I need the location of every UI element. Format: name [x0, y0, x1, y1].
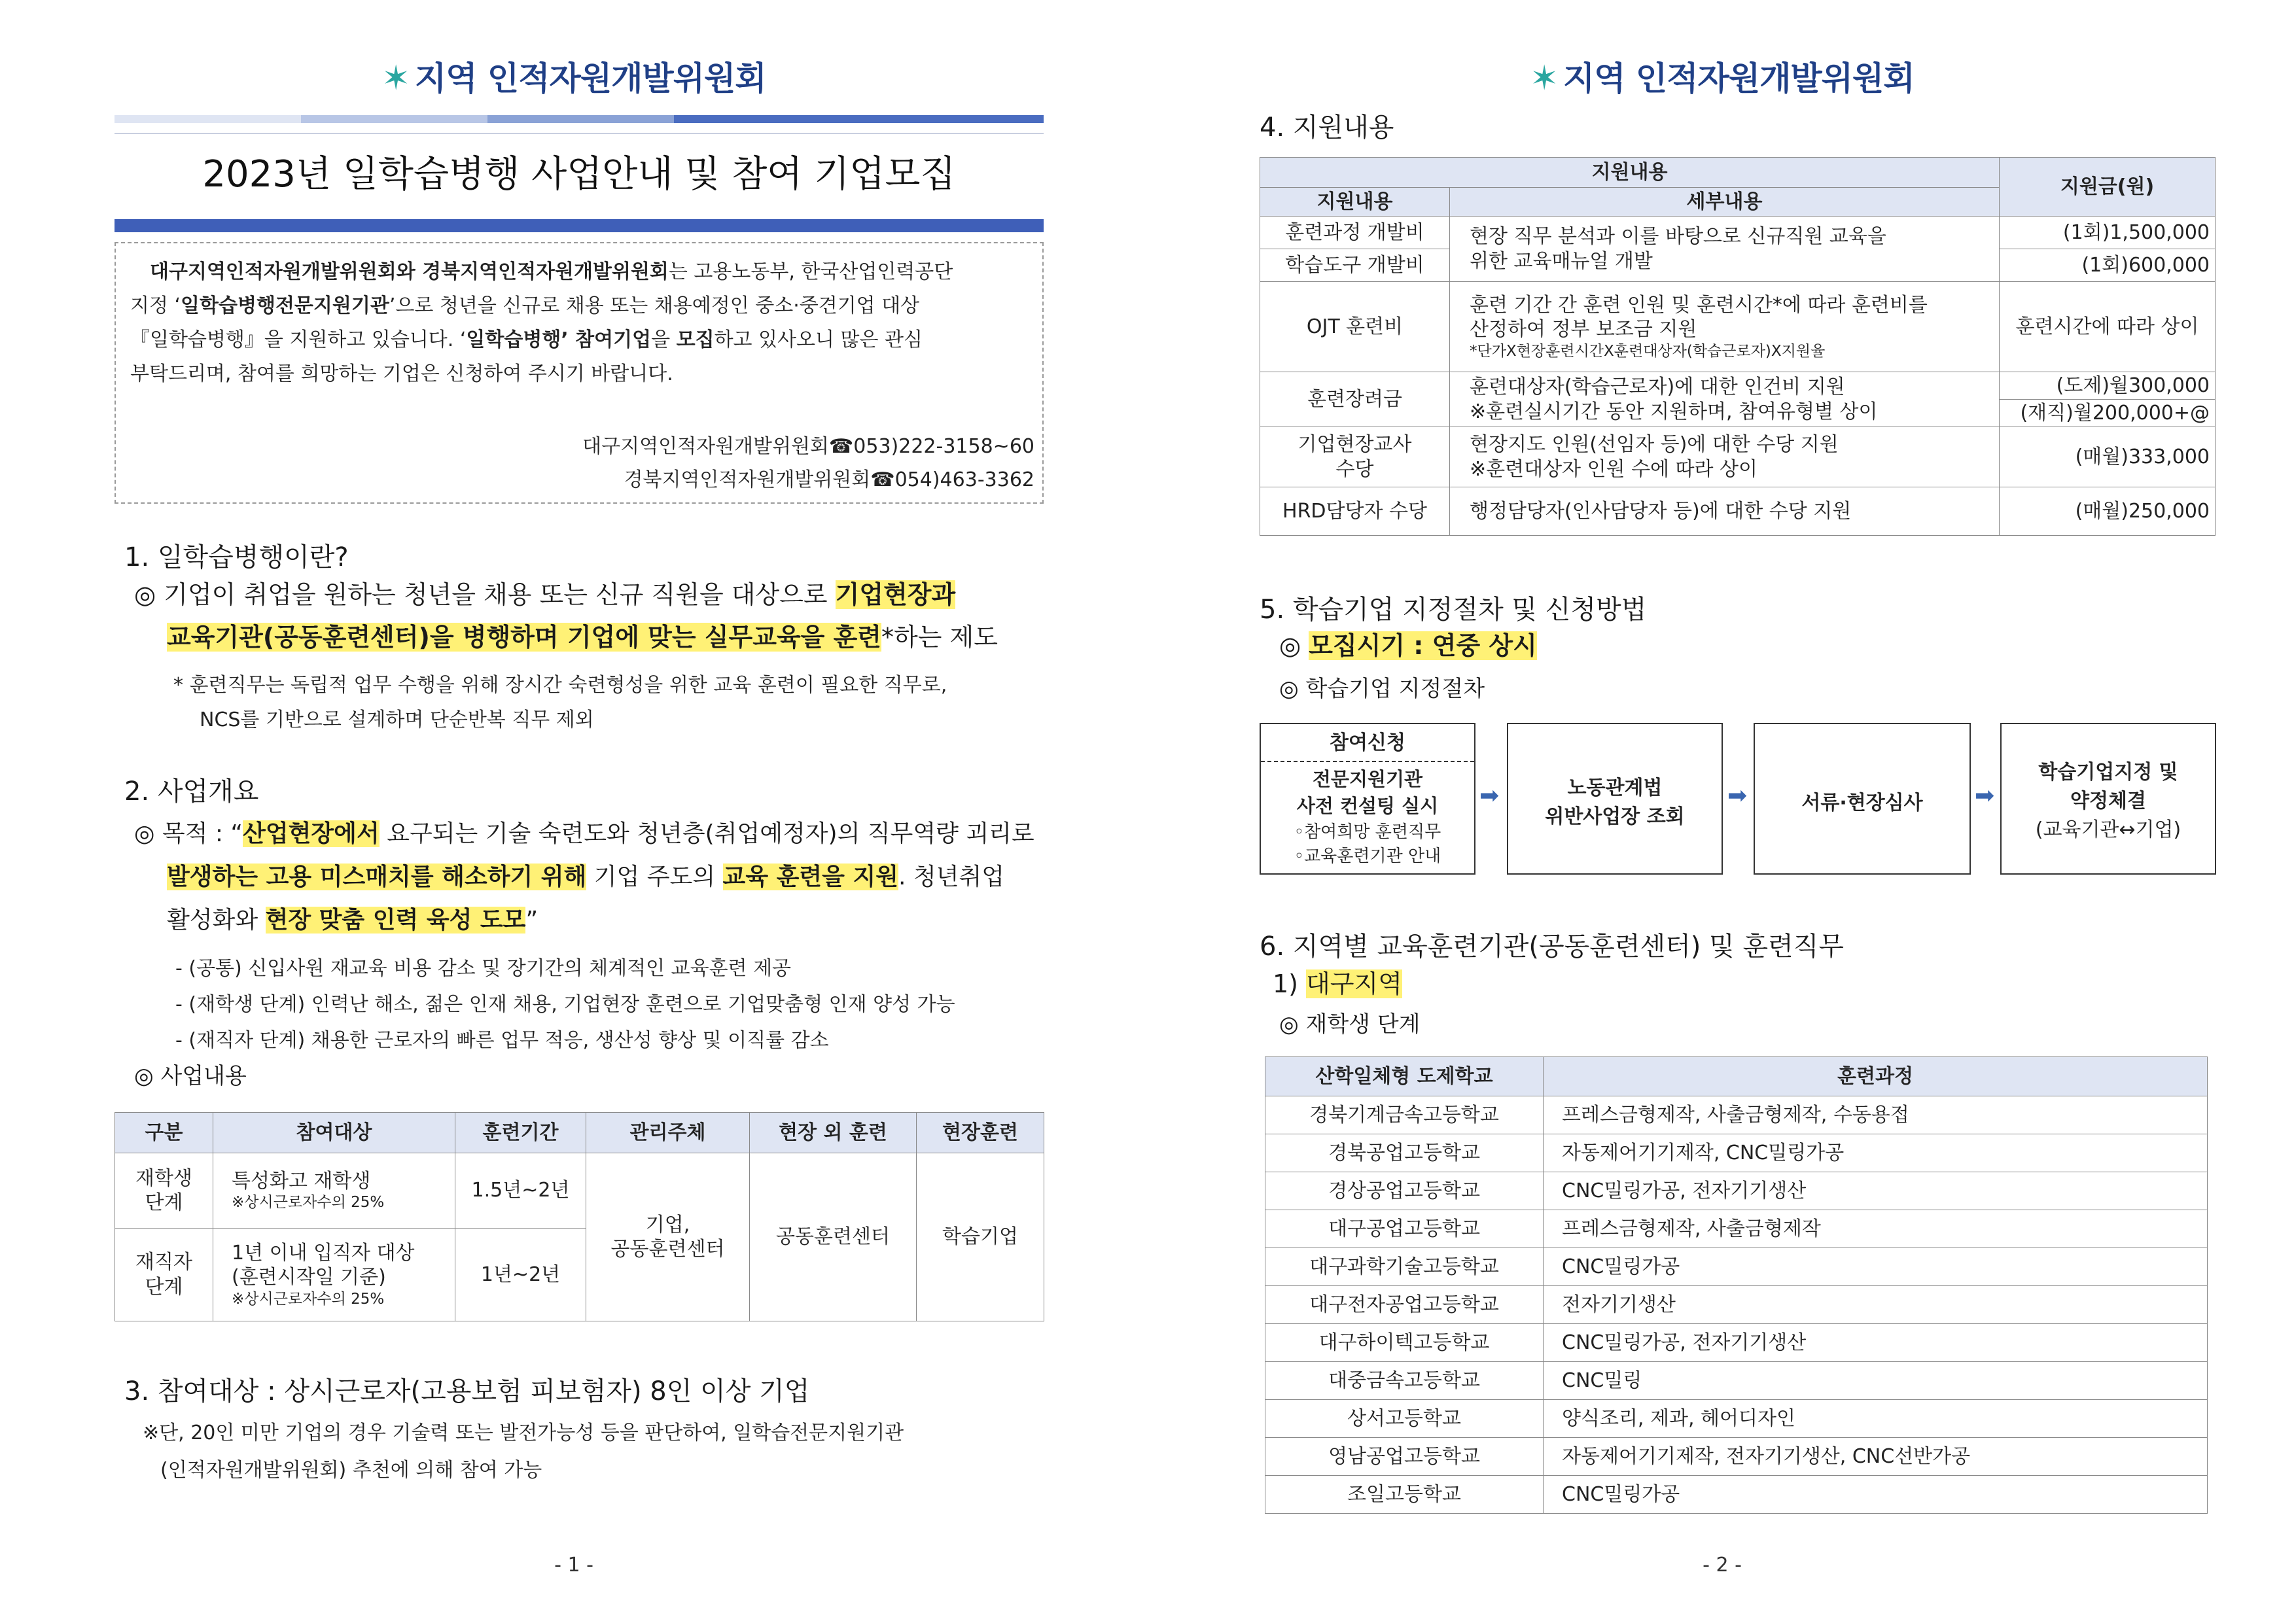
- title-bar-top-2: [301, 115, 487, 123]
- col-header-course: 훈련과정: [1544, 1057, 2208, 1096]
- training-course-cell: 프레스금형제작, 사출금형제작, 수동용접: [1544, 1096, 2208, 1134]
- training-course-cell: 양식조리, 제과, 헤어디자인: [1544, 1400, 2208, 1438]
- page-2: [1148, 0, 2296, 1623]
- section-5-recruit-period: ◎ 모집시기 : 연중 상시: [1279, 631, 1537, 660]
- cell-period-worker: 1년~2년: [455, 1229, 586, 1321]
- cell-item-onsite-teacher: 기업현장교사 수당: [1260, 427, 1450, 487]
- section-2-title: 2. 사업개요: [124, 777, 259, 807]
- program-table: [115, 1112, 1044, 1321]
- cell-item-tool-dev: 학습도구 개발비: [1260, 249, 1450, 282]
- col-header-target: 참여대상: [213, 1113, 455, 1153]
- school-name-cell: 경북기계금속고등학교: [1265, 1096, 1544, 1134]
- effect-common: - (공통) 신입사원 재교육 비용 감소 및 장기간의 체계적인 교육훈련 제공: [175, 957, 792, 980]
- cell-amount-tool-dev: (1회)600,000: [2000, 249, 2216, 282]
- cell-detail-hrd: 행정담당자(인사담당자 등)에 대한 수당 지원: [1450, 487, 2000, 536]
- col-header-support-group: 지원내용: [1260, 158, 2000, 188]
- cell-stage-worker: 재직자 단계: [115, 1229, 213, 1321]
- org-header: ✶ 지역 인적자원개발위원회: [381, 59, 766, 98]
- program-table-header: [115, 1113, 1044, 1153]
- notice-box: [115, 242, 1044, 504]
- logo-mark-icon: ✶: [381, 59, 410, 98]
- org-header: ✶ 지역 인적자원개발위원회: [1530, 59, 1915, 98]
- logo-mark-icon: ✶: [1530, 59, 1558, 98]
- col-header-type: 구분: [115, 1113, 213, 1153]
- cell-target-worker: 1년 이내 입직자 대상 (훈련시작일 기준) ※상시근로자수의 25%: [213, 1229, 455, 1321]
- school-name-cell: 경상공업고등학교: [1265, 1172, 1544, 1210]
- section-5-title: 5. 학습기업 지정절차 및 신청방법: [1260, 595, 1647, 625]
- school-name-cell: 영남공업고등학교: [1265, 1438, 1544, 1476]
- cell-amount-incentive-apprentice: (도제)월300,000: [2000, 372, 2216, 400]
- table-row: [1265, 1286, 2208, 1324]
- col-header-detail: 세부내용: [1450, 188, 2000, 217]
- school-name-cell: 대구과학기술고등학교: [1265, 1248, 1544, 1286]
- section-6-title: 6. 지역별 교육훈련기관(공동훈련센터) 및 훈련직무: [1260, 932, 1845, 962]
- cell-stage-student: 재학생 단계: [115, 1153, 213, 1229]
- training-course-cell: CNC밀링: [1544, 1362, 2208, 1400]
- cell-target-student: 특성화고 재학생 ※상시근로자수의 25%: [213, 1153, 455, 1229]
- cell-amount-onsite-teacher: (매월)333,000: [2000, 427, 2216, 487]
- col-header-support-item: 지원내용: [1260, 188, 1450, 217]
- cell-item-course-dev: 훈련과정 개발비: [1260, 217, 1450, 249]
- cell-amount-ojt: 훈련시간에 따라 상이: [2000, 282, 2216, 372]
- effect-student: - (재학생 단계) 인력난 해소, 젊은 인재 채용, 기업현장 훈련으로 기업맞춤형 인재 양성 가능: [175, 993, 955, 1016]
- section-1-title: 1. 일학습병행이란?: [124, 542, 349, 572]
- page-title: 2023년 일학습병행 사업안내 및 참여 기업모집: [202, 153, 956, 196]
- table-row: [1265, 1362, 2208, 1400]
- notice-line-2: 지정 ‘일학습병행전문지원기관’으로 청년을 신규로 채용 또는 채용예정인 중소·중견기업 대상: [130, 294, 920, 317]
- cell-item-hrd: HRD담당자 수당: [1260, 487, 1450, 536]
- contact-daegu: 대구지역인적자원개발위원회☎053)222-3158~60: [582, 435, 1034, 458]
- contact-gyeongbuk: 경북지역인적자원개발위원회☎054)463-3362: [624, 468, 1034, 491]
- table-row: [1260, 372, 2216, 400]
- title-bar-top-1: [115, 115, 301, 123]
- notice-line-4: 부탁드리며, 참여를 희망하는 기업은 신청하여 주시기 바랍니다.: [130, 362, 673, 385]
- purpose-line-3: 활성화와 현장 맞춤 인력 육성 도모”: [167, 907, 539, 934]
- cell-amount-incentive-worker: (재직)월200,000+@: [2000, 400, 2216, 427]
- section-1-note-1: * 훈련직무는 독립적 업무 수행을 위해 장시간 숙련형성을 위한 교육 훈련이 필요한 직무로,: [173, 674, 947, 697]
- title-bar-top-3: [487, 115, 674, 123]
- support-table-header-1: [1260, 158, 2216, 188]
- school-name-cell: 대구공업고등학교: [1265, 1210, 1544, 1248]
- page-number: - 1 -: [554, 1554, 593, 1577]
- training-course-cell: 자동제어기기제작, CNC밀링가공: [1544, 1134, 2208, 1172]
- flow-step-apply: 참여신청 전문지원기관 사전 컨설팅 실시 ◦참여희망 훈련직무 ◦교육훈련기관 안내: [1260, 723, 1475, 875]
- table-row: [1265, 1210, 2208, 1248]
- flow-step-review: 서류·현장심사: [1754, 723, 1971, 875]
- purpose-line-2: 발생하는 고용 미스매치를 해소하기 위해 기업 주도의 교육 훈련을 지원. 청년취업: [167, 864, 1005, 890]
- section-1-bullet-2: 교육기관(공동훈련센터)을 병행하며 기업에 맞는 실무교육을 훈련*하는 제도: [167, 623, 998, 652]
- title-bar-bottom: [115, 219, 1044, 232]
- table-row: [1260, 282, 2216, 372]
- flow-arrow-1-icon: ➡: [1479, 782, 1500, 809]
- table-row: [1265, 1438, 2208, 1476]
- cell-manager: 기업, 공동훈련센터: [586, 1153, 750, 1321]
- cell-detail-ojt: 훈련 기간 간 훈련 인원 및 훈련시간*에 따라 훈련비를 산정하여 정부 보조금 지원 *단가X현장훈련시간X훈련대상자(학습근로자)X지원율: [1450, 282, 2000, 372]
- cell-detail-onsite-teacher: 현장지도 인원(선임자 등)에 대한 수당 지원 ※훈련대상자 인원 수에 따라 상이: [1450, 427, 2000, 487]
- title-bar-top-4: [674, 115, 1044, 123]
- cell-item-ojt: OJT 훈련비: [1260, 282, 1450, 372]
- region-daegu-heading: 1) 대구지역: [1273, 969, 1402, 998]
- section-5-procedure-label: ◎ 학습기업 지정절차: [1279, 676, 1485, 702]
- table-row: [1265, 1476, 2208, 1514]
- table-row: [1260, 487, 2216, 536]
- table-row: [1265, 1400, 2208, 1438]
- notice-line-3: 『일학습병행』을 지원하고 있습니다. ‘일학습병행’ 참여기업을 모집하고 있사오니 많은 관심: [130, 328, 923, 351]
- support-table: [1260, 157, 2216, 536]
- training-course-cell: 전자기기생산: [1544, 1286, 2208, 1324]
- col-header-offsite: 현장 외 훈련: [750, 1113, 917, 1153]
- school-table-header: [1265, 1057, 2208, 1096]
- table-row: [1265, 1134, 2208, 1172]
- section-3-note-2: (인적자원개발위원회) 추천에 의해 참여 가능: [160, 1459, 542, 1482]
- training-course-cell: CNC밀링가공, 전자기기생산: [1544, 1324, 2208, 1362]
- student-stage-label: ◎ 재학생 단계: [1279, 1011, 1421, 1038]
- table-row: [1265, 1172, 2208, 1210]
- training-course-cell: CNC밀링가공, 전자기기생산: [1544, 1172, 2208, 1210]
- table-row: [1265, 1096, 2208, 1134]
- table-row: [1265, 1248, 2208, 1286]
- purpose-line-1: ◎ 목적 : “산업현장에서 요구되는 기술 숙련도와 청년층(취업예정자)의 직무역량 괴리로: [134, 820, 1034, 847]
- training-course-cell: 프레스금형제작, 사출금형제작: [1544, 1210, 2208, 1248]
- table-row: [115, 1153, 1044, 1229]
- school-name-cell: 조일고등학교: [1265, 1476, 1544, 1514]
- cell-offsite: 공동훈련센터: [750, 1153, 917, 1321]
- cell-detail-incentive: 훈련대상자(학습근로자)에 대한 인건비 지원 ※훈련실시기간 동안 지원하며, 참여유형별 상이: [1450, 372, 2000, 427]
- cell-item-incentive: 훈련장려금: [1260, 372, 1450, 427]
- school-name-cell: 대구전자공업고등학교: [1265, 1286, 1544, 1324]
- col-header-school: 산학일체형 도제학교: [1265, 1057, 1544, 1096]
- col-header-period: 훈련기간: [455, 1113, 586, 1153]
- cell-detail-dev: 현장 직무 분석과 이를 바탕으로 신규직원 교육을 위한 교육매뉴얼 개발: [1450, 217, 2000, 282]
- flow-arrow-2-icon: ➡: [1727, 782, 1748, 809]
- school-table: [1265, 1056, 2208, 1514]
- col-header-amount: 지원금(원): [2000, 158, 2216, 217]
- col-header-manager: 관리주체: [586, 1113, 750, 1153]
- cell-amount-course-dev: (1회)1,500,000: [2000, 217, 2216, 249]
- cell-period-student: 1.5년~2년: [455, 1153, 586, 1229]
- training-course-cell: CNC밀링가공: [1544, 1476, 2208, 1514]
- notice-line-1: 대구지역인적자원개발위원회와 경북지역인적자원개발위원회는 고용노동부, 한국산업인력공단: [150, 260, 953, 283]
- training-course-cell: 자동제어기기제작, 전자기기생산, CNC선반가공: [1544, 1438, 2208, 1476]
- flow-step-apply-head: 참여신청: [1261, 724, 1474, 762]
- school-name-cell: 대구하이텍고등학교: [1265, 1324, 1544, 1362]
- school-name-cell: 대중금속고등학교: [1265, 1362, 1544, 1400]
- section-1-note-2: NCS를 기반으로 설계하며 단순반복 직무 제외: [200, 708, 594, 731]
- table-row: [1265, 1324, 2208, 1362]
- flow-arrow-3-icon: ➡: [1975, 782, 1995, 809]
- training-course-cell: CNC밀링가공: [1544, 1248, 2208, 1286]
- page-number: - 2 -: [1703, 1554, 1742, 1577]
- section-4-title: 4. 지원내용: [1260, 113, 1394, 143]
- table-row: [1260, 217, 2216, 249]
- effect-worker: - (재직자 단계) 채용한 근로자의 빠른 업무 적응, 생산성 향상 및 이직률 감소: [175, 1029, 829, 1052]
- school-name-cell: 경북공업고등학교: [1265, 1134, 1544, 1172]
- business-content-label: ◎ 사업내용: [134, 1063, 247, 1089]
- section-3-title: 3. 참여대상 : 상시근로자(고용보험 피보험자) 8인 이상 기업: [124, 1376, 810, 1406]
- col-header-onsite: 현장훈련: [917, 1113, 1044, 1153]
- cell-amount-hrd: (매월)250,000: [2000, 487, 2216, 536]
- section-3-note-1: ※단, 20인 미만 기업의 경우 기술력 또는 발전가능성 등을 판단하여, 일학습전문지원기관: [143, 1422, 904, 1444]
- cell-onsite: 학습기업: [917, 1153, 1044, 1321]
- section-1-bullet-1: ◎ 기업이 취업을 원하는 청년을 채용 또는 신규 직원을 대상으로 기업현장과: [134, 580, 956, 609]
- table-row: [1260, 427, 2216, 487]
- flow-step-designation: 학습기업지정 및 약정체결 (교육기관↔기업): [2000, 723, 2216, 875]
- flow-step-labor-check: 노동관계법 위반사업장 조회: [1507, 723, 1723, 875]
- school-name-cell: 상서고등학교: [1265, 1400, 1544, 1438]
- title-thin-line: [115, 133, 1044, 134]
